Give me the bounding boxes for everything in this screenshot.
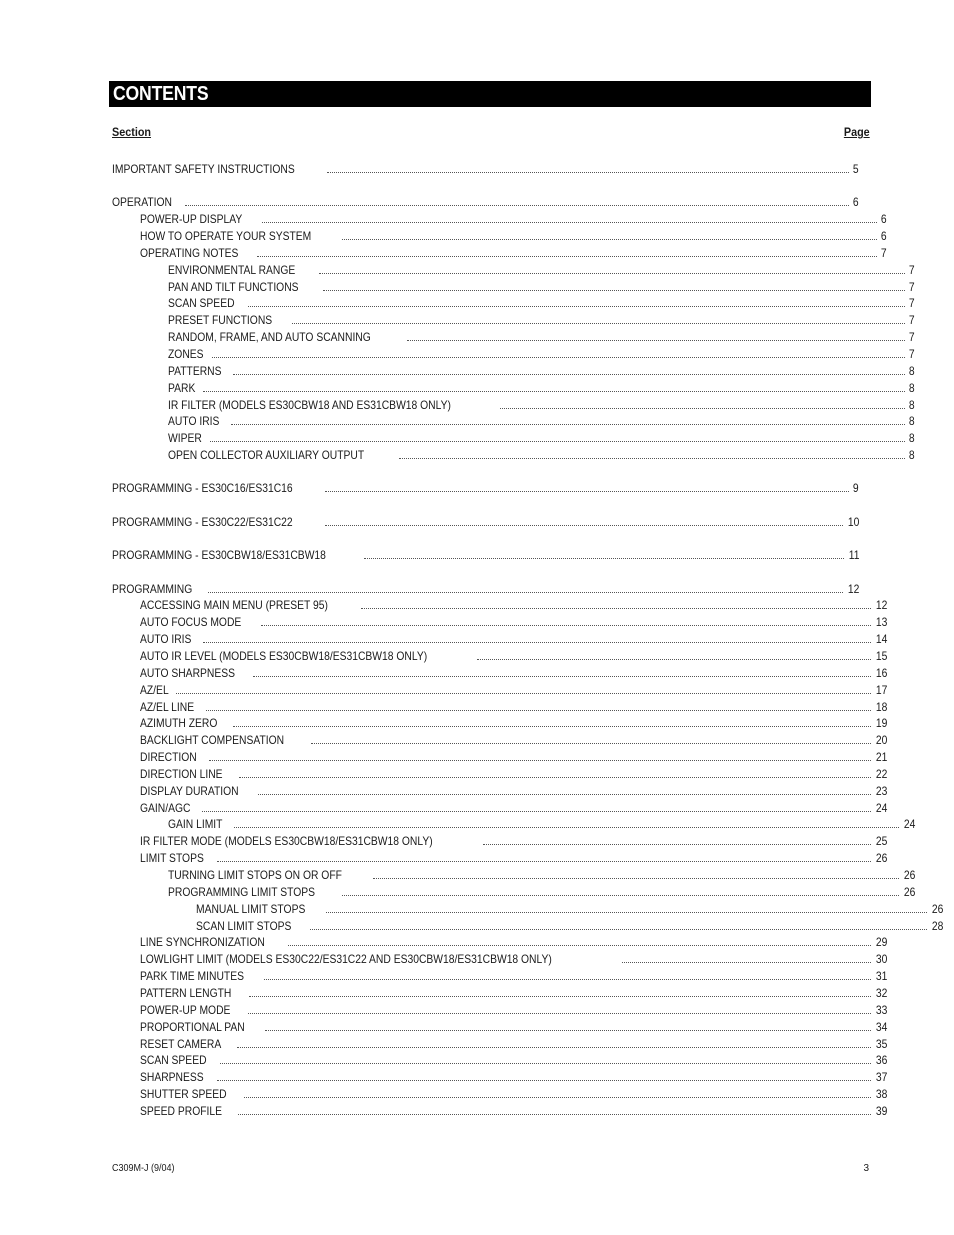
- toc-entry-label: HOW TO OPERATE YOUR SYSTEM: [140, 229, 312, 244]
- toc-entry: [112, 412, 915, 428]
- toc-entry-label: ACCESSING MAIN MENU (PRESET 95): [140, 598, 328, 613]
- toc-entry: [112, 815, 915, 831]
- toc-entry-label: MANUAL LIMIT STOPS: [196, 901, 306, 916]
- toc-entry: [112, 244, 887, 260]
- toc-entry-label: RANDOM, FRAME, AND AUTO SCANNING: [168, 330, 371, 345]
- dot-leader: [327, 172, 849, 173]
- dot-leader: [239, 777, 871, 778]
- toc-entry: [112, 227, 887, 243]
- toc-entry-page: 9: [853, 481, 859, 496]
- contents-title-bar: [109, 81, 871, 107]
- dot-leader: [212, 357, 905, 358]
- toc-entry-page: 31: [875, 969, 887, 984]
- dot-leader: [264, 979, 871, 980]
- toc-entry: [112, 328, 915, 344]
- toc-entry: [112, 714, 887, 730]
- toc-entry-label: SCAN SPEED: [140, 1053, 207, 1068]
- toc-entry-label: AUTO IRIS: [140, 632, 192, 647]
- toc-entry-page: 24: [875, 800, 887, 815]
- toc-entry-label: DIRECTION: [140, 750, 197, 764]
- dot-leader: [407, 340, 906, 341]
- toc-entry: [112, 396, 915, 412]
- dot-leader: [325, 491, 849, 492]
- dot-leader: [262, 222, 877, 223]
- toc-entry: [112, 883, 915, 899]
- toc-entry-label: PATTERNS: [168, 363, 222, 378]
- toc-entry: [112, 866, 915, 882]
- page-number: 3: [863, 1163, 869, 1174]
- toc-entry-label: PROGRAMMING - ES30C16/ES31C16: [112, 481, 293, 496]
- toc-entry-label: GAIN LIMIT: [168, 817, 223, 832]
- toc-entry-page: 7: [881, 245, 887, 260]
- dot-leader: [210, 441, 905, 442]
- toc-entry-label: PROPORTIONAL PAN: [140, 1019, 245, 1034]
- toc-entry-label: PROGRAMMING - ES30C22/ES31C22: [112, 514, 293, 529]
- dot-leader: [217, 1080, 871, 1081]
- toc-entry-label: RESET CAMERA: [140, 1036, 222, 1051]
- toc-entry-page: 30: [875, 952, 887, 967]
- toc-entry: [112, 984, 887, 1000]
- toc-entry-page: 26: [875, 851, 887, 866]
- toc-entry: [112, 1085, 887, 1101]
- toc-entry-label: OPERATION: [112, 195, 173, 210]
- dot-leader: [261, 625, 871, 626]
- toc-entry-label: SCAN SPEED: [168, 296, 235, 311]
- toc-entry: [112, 799, 887, 815]
- dot-leader: [310, 929, 927, 930]
- page-column-header: Page: [844, 125, 870, 139]
- toc-entry: [112, 210, 887, 226]
- dot-leader: [248, 306, 905, 307]
- toc-entry: [112, 311, 915, 327]
- section-column-header: Section: [112, 125, 152, 139]
- toc-entry-page: 18: [875, 699, 887, 714]
- toc-entry-page: 8: [909, 397, 915, 412]
- toc-entry-label: ENVIRONMENTAL RANGE: [168, 262, 296, 277]
- toc-entry-label: WIPER: [168, 431, 202, 446]
- toc-entry-label: BACKLIGHT COMPENSATION: [140, 733, 285, 748]
- toc-entry: [112, 546, 859, 562]
- dot-leader: [323, 290, 906, 291]
- toc-entry: [112, 832, 887, 848]
- dot-leader: [325, 525, 843, 526]
- toc-entry-page: 26: [903, 884, 915, 899]
- toc-entry-page: 7: [909, 279, 915, 294]
- toc-entry-label: OPERATING NOTES: [140, 245, 239, 260]
- toc-entry-page: 21: [875, 750, 887, 764]
- toc-entry-label: OPEN COLLECTOR AUXILIARY OUTPUT: [168, 448, 365, 463]
- dot-leader: [231, 424, 906, 425]
- toc-entry-label: AZ/EL LINE: [140, 699, 195, 714]
- toc-entry: [112, 479, 859, 495]
- dot-leader: [373, 878, 898, 879]
- dot-leader: [248, 1013, 871, 1014]
- dot-leader: [234, 827, 898, 828]
- toc-entry: [112, 782, 887, 798]
- toc-entry-page: 13: [875, 615, 887, 630]
- toc-entry: [112, 647, 887, 663]
- toc-entry-page: 7: [909, 313, 915, 328]
- toc-entry-page: 26: [931, 901, 943, 916]
- toc-entry-page: 7: [909, 347, 915, 361]
- toc-entry-page: 10: [847, 514, 859, 529]
- toc-entry: [112, 1068, 887, 1084]
- toc-entry-page: 8: [909, 414, 915, 429]
- page-title: CONTENTS: [113, 82, 209, 105]
- toc-entry-label: TURNING LIMIT STOPS ON OR OFF: [168, 868, 342, 882]
- toc-entry: [112, 345, 915, 361]
- toc-entry-page: 29: [875, 935, 887, 950]
- toc-entry-page: 23: [875, 783, 887, 798]
- toc-entry-label: PROGRAMMING - ES30CBW18/ES31CBW18: [112, 548, 326, 563]
- dot-leader: [292, 323, 905, 324]
- toc-entry: [112, 513, 859, 529]
- toc-entry-label: PROGRAMMING: [112, 581, 193, 596]
- toc-entry-page: 7: [909, 330, 915, 345]
- toc-entry: [112, 967, 887, 983]
- toc-entry-page: 22: [875, 766, 887, 781]
- toc-entry-label: AUTO FOCUS MODE: [140, 615, 242, 630]
- toc-entry: [112, 933, 887, 949]
- toc-entry-page: 26: [903, 868, 915, 882]
- dot-leader: [361, 608, 870, 609]
- toc-entry-label: POWER-UP MODE: [140, 1002, 231, 1017]
- toc-entry-page: 15: [875, 648, 887, 663]
- toc-entry-label: IMPORTANT SAFETY INSTRUCTIONS: [112, 162, 295, 176]
- toc-entry: [112, 900, 943, 916]
- toc-entry-label: AZ/EL: [140, 682, 169, 697]
- toc-entry-page: 6: [853, 195, 859, 210]
- toc-entry-page: 16: [875, 665, 887, 680]
- toc-entry-label: PAN AND TILT FUNCTIONS: [168, 279, 299, 294]
- toc-entry: [112, 1051, 887, 1067]
- toc-entry: [112, 261, 915, 277]
- dot-leader: [202, 811, 871, 812]
- dot-leader: [364, 558, 844, 559]
- toc-entry-label: AZIMUTH ZERO: [140, 716, 218, 731]
- toc-entry-page: 12: [875, 598, 887, 613]
- toc-entry-page: 39: [875, 1103, 887, 1118]
- toc-entry: [112, 698, 887, 714]
- toc-entry-label: LIMIT STOPS: [140, 851, 204, 866]
- toc-entry: [112, 765, 887, 781]
- dot-leader: [203, 391, 906, 392]
- toc-entry-page: 37: [875, 1070, 887, 1085]
- toc-entry-label: LINE SYNCHRONIZATION: [140, 935, 265, 950]
- toc-entry-label: LOWLIGHT LIMIT (MODELS ES30C22/ES31C22 AND ES30CBW18/ES31CBW18 ONLY): [140, 952, 552, 967]
- toc-entry: [112, 681, 887, 697]
- dot-leader: [265, 1030, 871, 1031]
- toc-entry: [112, 278, 915, 294]
- dot-leader: [500, 408, 905, 409]
- toc-entry-page: 11: [848, 548, 859, 563]
- toc-entry-page: 34: [875, 1019, 887, 1034]
- toc-entry-label: SHUTTER SPEED: [140, 1087, 227, 1101]
- toc-entry: [112, 630, 887, 646]
- toc-entry-label: DIRECTION LINE: [140, 766, 223, 781]
- toc-entry: [112, 429, 915, 445]
- dot-leader: [233, 726, 871, 727]
- toc-entry-label: AUTO IR LEVEL (MODELS ES30CBW18/ES31CBW18 ONLY): [140, 648, 428, 663]
- dot-leader: [477, 659, 871, 660]
- dot-leader: [238, 1114, 870, 1115]
- toc-entry: [112, 748, 887, 764]
- dot-leader: [319, 273, 905, 274]
- dot-leader: [217, 861, 870, 862]
- toc-entry-label: SPEED PROFILE: [140, 1103, 223, 1118]
- toc-entry-label: IR FILTER MODE (MODELS ES30CBW18/ES31CBW18 ONLY): [140, 834, 433, 849]
- dot-leader: [176, 693, 870, 694]
- dot-leader: [483, 844, 870, 845]
- dot-leader: [622, 962, 871, 963]
- toc-entry: [112, 1001, 887, 1017]
- toc-entry-page: 32: [875, 985, 887, 1000]
- toc-entry: [112, 1102, 887, 1118]
- toc-entry-label: GAIN/AGC: [140, 800, 191, 815]
- dot-leader: [258, 794, 871, 795]
- dot-leader: [237, 1047, 870, 1048]
- toc-entry-page: 35: [875, 1036, 887, 1051]
- toc-entry-page: 8: [909, 363, 915, 378]
- toc-entry-page: 8: [909, 431, 915, 446]
- toc-entry-page: 6: [881, 212, 887, 227]
- dot-leader: [311, 743, 871, 744]
- toc-entry: [112, 613, 887, 629]
- dot-leader: [206, 710, 871, 711]
- toc-entry: [112, 731, 887, 747]
- dot-leader: [185, 205, 850, 206]
- toc-entry: [112, 664, 887, 680]
- toc-entry-page: 7: [909, 262, 915, 277]
- dot-leader: [203, 642, 871, 643]
- dot-leader: [399, 458, 905, 459]
- dot-leader: [326, 912, 926, 913]
- toc-entry-label: ZONES: [168, 347, 204, 361]
- toc-entry-page: 33: [875, 1002, 887, 1017]
- toc-entry: [112, 294, 915, 310]
- toc-entry-page: 6: [881, 229, 887, 244]
- toc-entry: [112, 446, 915, 462]
- toc-entry-label: PRESET FUNCTIONS: [168, 313, 273, 328]
- toc-entry: [112, 950, 887, 966]
- toc-entry-label: POWER-UP DISPLAY: [140, 212, 243, 227]
- toc-entry-page: 38: [875, 1087, 887, 1101]
- toc-entry-label: AUTO SHARPNESS: [140, 665, 236, 680]
- toc-entry-page: 14: [875, 632, 887, 647]
- toc-entry-label: AUTO IRIS: [168, 414, 220, 429]
- toc-entry: [112, 362, 915, 378]
- toc-entry-page: 36: [875, 1053, 887, 1068]
- dot-leader: [209, 760, 871, 761]
- toc-entry-page: 24: [903, 817, 915, 832]
- toc-entry-page: 25: [875, 834, 887, 849]
- dot-leader: [342, 239, 877, 240]
- toc-entry-label: IR FILTER (MODELS ES30CBW18 AND ES31CBW18 ONLY): [168, 397, 451, 412]
- dot-leader: [342, 895, 899, 896]
- toc-entry: [112, 596, 887, 612]
- toc-entry-label: PATTERN LENGTH: [140, 985, 232, 1000]
- toc-entry-label: PARK TIME MINUTES: [140, 969, 244, 984]
- dot-leader: [249, 996, 870, 997]
- dot-leader: [233, 374, 905, 375]
- toc-entry-label: PARK: [168, 380, 196, 395]
- toc-entry-label: PROGRAMMING LIMIT STOPS: [168, 884, 315, 899]
- toc-entry: [112, 1035, 887, 1051]
- dot-leader: [208, 592, 842, 593]
- toc-entry-label: SCAN LIMIT STOPS: [196, 918, 292, 933]
- toc-entry-page: 5: [853, 162, 859, 176]
- dot-leader: [220, 1063, 870, 1064]
- toc-entry-page: 28: [931, 918, 943, 933]
- toc-entry-page: 19: [875, 716, 887, 731]
- toc-entry: [112, 193, 859, 209]
- toc-entry-page: 7: [909, 296, 915, 311]
- toc-entry-page: 20: [875, 733, 887, 748]
- toc-entry: [112, 849, 887, 865]
- dot-leader: [288, 945, 871, 946]
- toc-entry: [112, 1018, 887, 1034]
- toc-entry: [112, 160, 859, 176]
- toc-entry-page: 8: [909, 380, 915, 395]
- toc-entry: [112, 580, 859, 596]
- toc-entry-page: 12: [847, 581, 859, 596]
- toc-entry-label: DISPLAY DURATION: [140, 783, 239, 798]
- dot-leader: [253, 676, 870, 677]
- dot-leader: [257, 256, 877, 257]
- toc-entry-page: 8: [909, 448, 915, 463]
- dot-leader: [244, 1097, 871, 1098]
- toc-entry-label: SHARPNESS: [140, 1070, 204, 1085]
- toc-entry: [112, 917, 943, 933]
- toc-entry: [112, 379, 915, 395]
- toc-entry-page: 17: [875, 682, 887, 697]
- document-code: C309M-J (9/04): [112, 1163, 175, 1174]
